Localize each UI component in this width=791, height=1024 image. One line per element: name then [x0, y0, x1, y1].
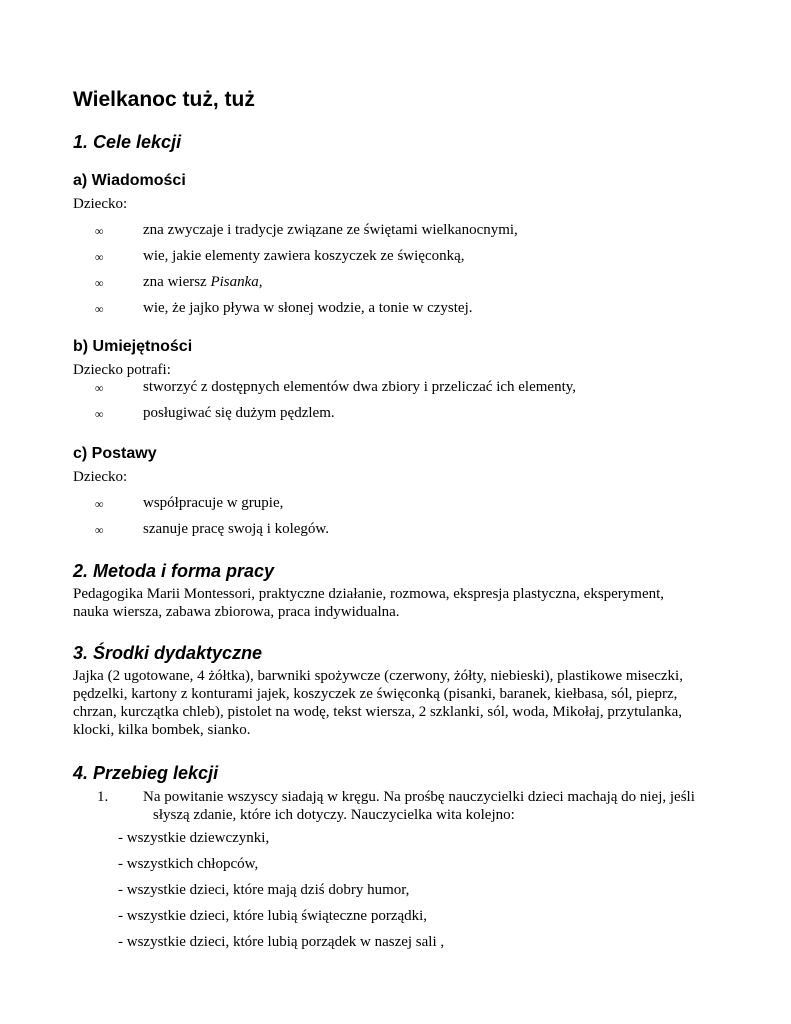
skills-list: [73, 378, 576, 430]
subheading-skills: b) Umiejętności: [73, 338, 193, 355]
subheading-attitudes: c) Postawy: [73, 445, 157, 462]
list-item: - wszystkich chłopców,: [118, 856, 259, 872]
list-item: ∞ zna zwyczaje i tradycje związane ze świętami wielkanocnymi,: [95, 222, 518, 238]
list-item: ∞ posługiwać się dużym pędzlem.: [95, 405, 335, 421]
infinity-bullet-icon: ∞: [95, 302, 104, 316]
list-item: - wszystkie dzieci, które mają dziś dobry humor,: [118, 882, 410, 898]
skills-intro: Dziecko potrafi:: [73, 362, 171, 378]
knowledge-intro: Dziecko:: [73, 196, 128, 212]
section-heading-materials: 3. Środki dydaktyczne: [73, 643, 263, 663]
list-item: - wszystkie dzieci, które lubią porządek w naszej sali ,: [118, 934, 445, 950]
list-item: ∞ szanuje pracę swoją i kolegów.: [95, 521, 330, 537]
list-item: ∞ wie, że jajko pływa w słonej wodzie, a tonie w czystej.: [95, 300, 473, 316]
infinity-bullet-icon: ∞: [95, 224, 104, 238]
infinity-bullet-icon: ∞: [95, 276, 104, 290]
materials-paragraph: Jajka (2 ugotowane, 4 żółtka), barwniki spożywcze (czerwony, żółty, niebieski), plastikowe miseczki, pędzelki, kartony z konturami jajek, koszyczek ze święconką (pisanki, baranek, kiełbasa, sól, pieprz, chrzan, kurczątka chleb), pistolet na wodę, tekst wiersza, 2 szklanki, sól, woda, Mikołaj, przytulanka, klocki, kilka bombek, sianko.: [73, 668, 683, 738]
section-heading-method: 2. Metoda i forma pracy: [73, 561, 275, 581]
section-heading-lesson-flow: 4. Przebieg lekcji: [73, 763, 219, 783]
section-heading-goals: 1. Cele lekcji: [73, 132, 182, 152]
greetings-list: [118, 829, 444, 959]
infinity-bullet-icon: ∞: [95, 407, 104, 421]
infinity-bullet-icon: ∞: [95, 497, 104, 511]
list-item: - wszystkie dzieci, które lubią świąteczne porządki,: [118, 908, 428, 924]
document-title: Wielkanoc tuż, tuż: [73, 88, 255, 111]
list-item: - wszystkie dziewczynki,: [118, 830, 270, 846]
poem-title: Pisanka,: [210, 274, 263, 290]
knowledge-list: [73, 221, 518, 325]
lesson-step-1: [97, 788, 717, 824]
step-text: Na powitanie wszyscy siadają w kręgu. Na prośbę nauczycielki dzieci machają do niej, jeśli słyszą zdanie, które ich dotyczy. Nauczycielka wita kolejno:: [143, 789, 695, 823]
attitudes-list: [73, 494, 329, 546]
list-item: ∞ zna wiersz Pisanka,: [95, 274, 263, 290]
list-item: ∞ współpracuje w grupie,: [95, 495, 284, 511]
method-paragraph: Pedagogika Marii Montessori, praktyczne działanie, rozmowa, ekspresja plastyczna, eksperyment, nauka wiersza, zabawa zbiorowa, praca indywidualna.: [73, 586, 665, 620]
infinity-bullet-icon: ∞: [95, 381, 104, 395]
step-number: 1.: [97, 789, 109, 805]
list-item: ∞ stworzyć z dostępnych elementów dwa zbiory i przeliczać ich elementy,: [95, 379, 577, 395]
subheading-knowledge: a) Wiadomości: [73, 172, 186, 189]
infinity-bullet-icon: ∞: [95, 523, 104, 537]
attitudes-intro: Dziecko:: [73, 469, 128, 485]
list-item: ∞ wie, jakie elementy zawiera koszyczek ze święconką,: [95, 248, 465, 264]
infinity-bullet-icon: ∞: [95, 250, 104, 264]
